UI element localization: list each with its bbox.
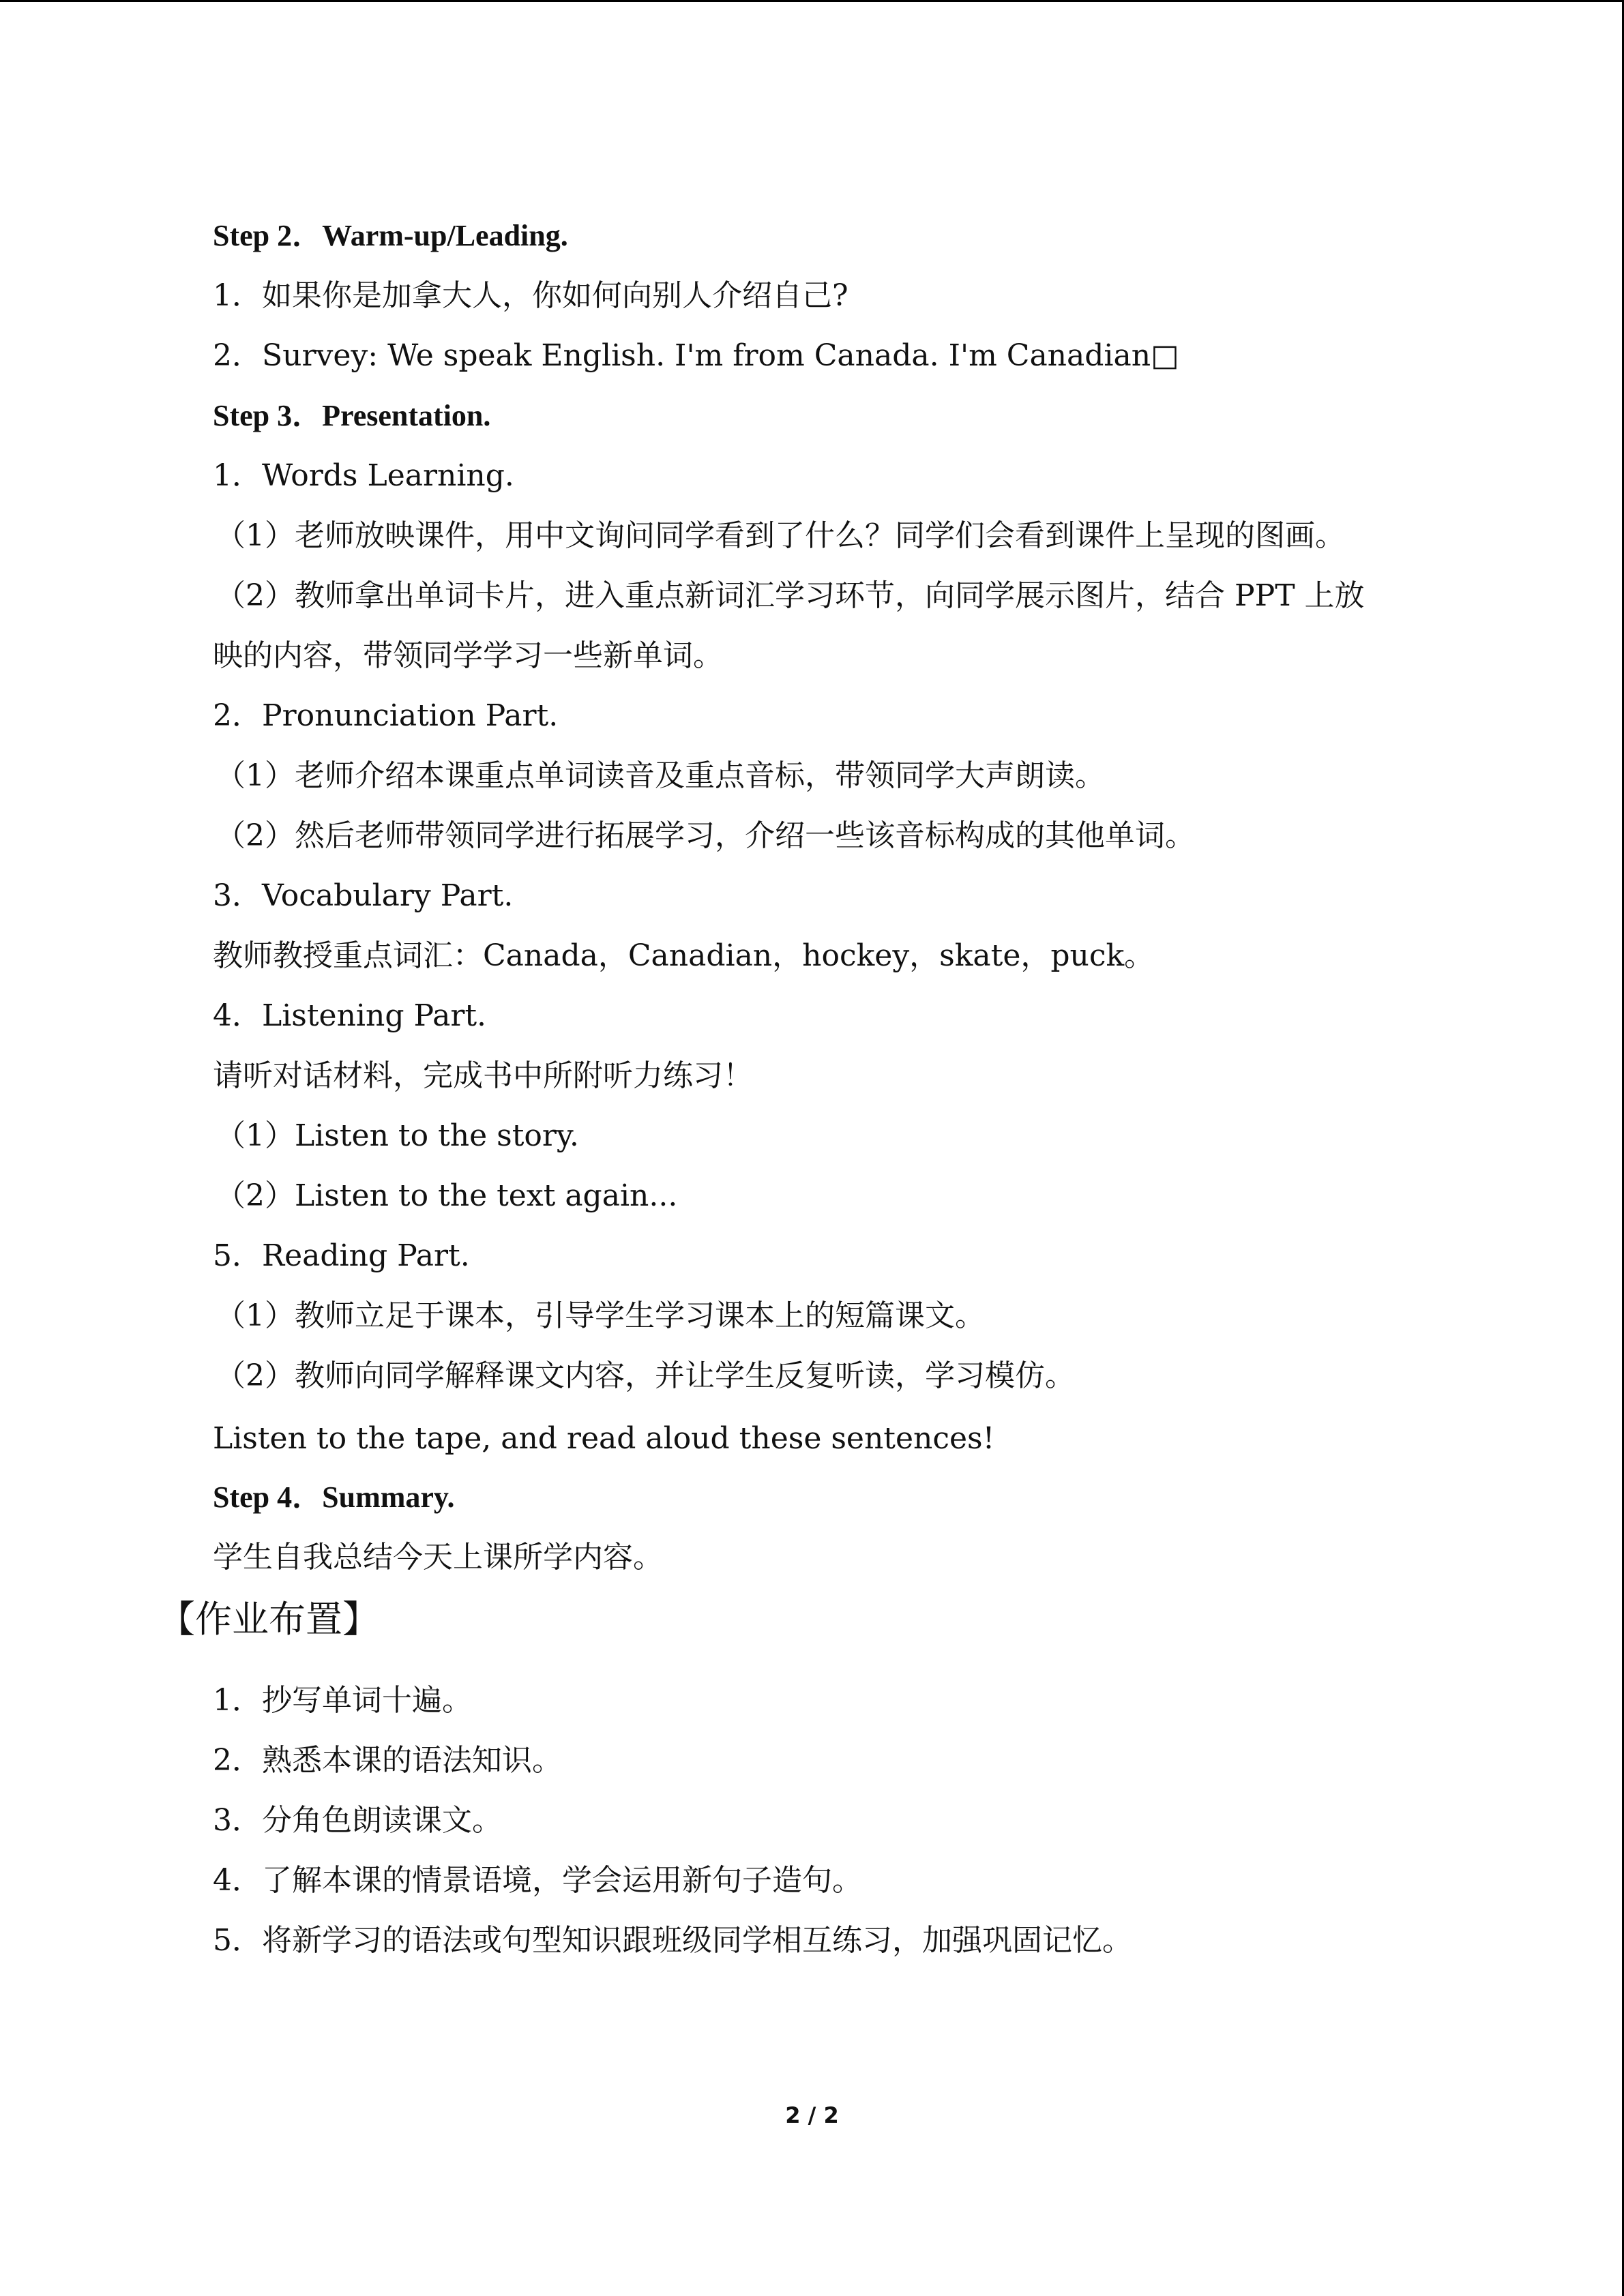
words-learning-2-cont: 映的内容，带领同学学习一些新单词。	[213, 638, 723, 673]
pronunciation-2: （2）然后老师带领同学进行拓展学习，介绍一些该音标构成的其他单词。	[216, 818, 1195, 853]
reading-2: （2）教师向同学解释课文内容，并让学生反复听读，学习模仿。	[216, 1358, 1075, 1393]
reading-1: （1）教师立足于课本，引导学生学习课本上的短篇课文。	[216, 1298, 985, 1333]
homework-item-1: 1．抄写单词十遍。	[213, 1683, 472, 1718]
listening-2: （2）Listen to the text again...	[216, 1178, 678, 1213]
vocabulary-title: 3．Vocabulary Part.	[213, 878, 514, 913]
reading-tape: Listen to the tape, and read aloud these sentences!	[213, 1421, 995, 1456]
words-learning-title: 1．Words Learning.	[213, 458, 514, 493]
vocabulary-words: 教师教授重点词汇：Canada，Canadian，hockey，skate，puck。	[213, 938, 1155, 973]
homework-item-2: 2．熟悉本课的语法知识。	[213, 1743, 562, 1778]
pronunciation-title: 2．Pronunciation Part.	[213, 698, 559, 733]
homework-heading: 【作业布置】	[158, 1598, 379, 1641]
homework-item-3: 3．分角色朗读课文。	[213, 1803, 502, 1838]
homework-item-4: 4．了解本课的情景语境，学会运用新句子造句。	[213, 1863, 862, 1898]
pronunciation-1: （1）老师介绍本课重点单词读音及重点音标，带领同学大声朗读。	[216, 758, 1105, 793]
step2-item-1: 1．如果你是加拿大人，你如何向别人介绍自己?	[213, 278, 848, 313]
listening-1: （1）Listen to the story.	[216, 1118, 579, 1153]
homework-item-5: 5．将新学习的语法或句型知识跟班级同学相互练习，加强巩固记忆。	[213, 1923, 1132, 1958]
page-number: 2 / 2	[785, 2102, 839, 2128]
summary-text: 学生自我总结今天上课所学内容。	[213, 1540, 663, 1575]
words-learning-2: （2）教师拿出单词卡片，进入重点新词汇学习环节，向同学展示图片，结合 PPT 上放	[216, 578, 1365, 613]
reading-title: 5．Reading Part.	[213, 1238, 470, 1273]
words-learning-1: （1）老师放映课件，用中文询问同学看到了什么？同学们会看到课件上呈现的图画。	[216, 518, 1345, 553]
listening-instruction: 请听对话材料，完成书中所附听力练习！	[213, 1058, 753, 1093]
listening-title: 4．Listening Part.	[213, 998, 487, 1033]
step2-heading: Step 2．Warm-up/Leading.	[213, 219, 568, 252]
step2-item-2: 2．Survey: We speak English. I'm from Canada. I'm Canadian□	[213, 338, 1179, 373]
step3-heading: Step 3．Presentation.	[213, 399, 491, 432]
step4-heading: Step 4．Summary.	[213, 1480, 455, 1514]
